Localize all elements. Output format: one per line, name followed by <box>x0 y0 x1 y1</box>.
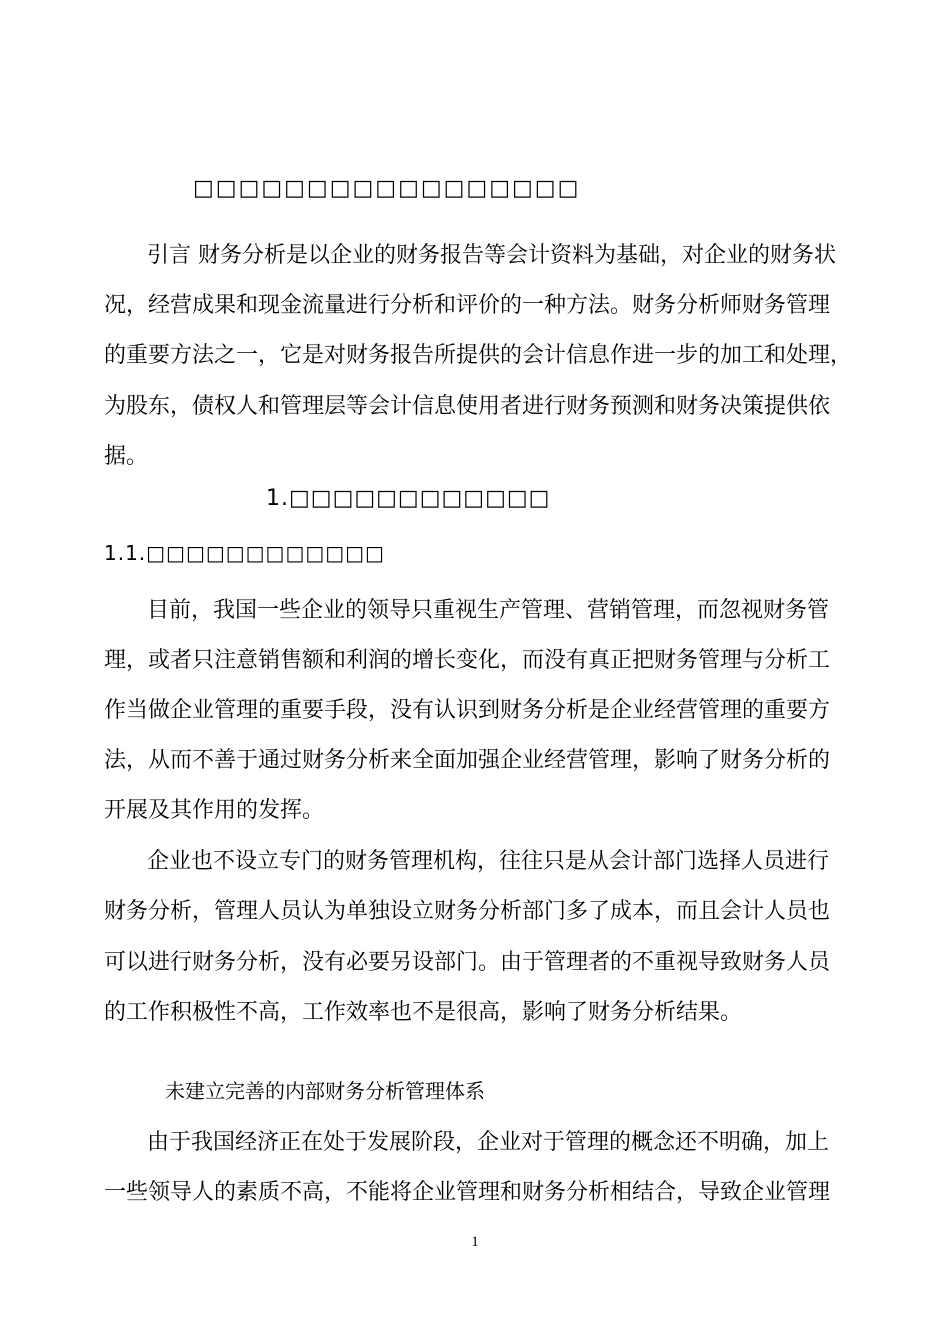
paragraph1-line-1: 目前，我国一些企业的领导只重视生产管理、营销管理，而忽视财务管 <box>147 598 830 623</box>
paragraph2-line-1: 企业也不设立专门的财务管理机构，往往只是从会计部门选择人员进行 <box>147 849 830 874</box>
paragraph1-line-4: 法，从而不善于通过财务分析来全面加强企业经营管理，影响了财务分析的 <box>104 748 831 773</box>
paragraph3-line-1: 由于我国经济正在处于发展阶段，企业对于管理的概念还不明确，加上 <box>147 1130 830 1155</box>
paragraph2-line-2: 财务分析，管理人员认为单独设立财务分析部门多了成本，而且会计人员也 <box>104 899 831 924</box>
intro-line-4: 为股东，债权人和管理层等会计信息使用者进行财务预测和财务决策提供依 <box>104 394 831 419</box>
section-heading-1-1: 1.1.□□□□□□□□□□□□ <box>104 541 385 565</box>
section-heading-1: 1.□□□□□□□□□□□□ <box>266 486 551 511</box>
intro-line-1: 引言 财务分析是以企业的财务报告等会计资料为基础，对企业的财务状 <box>147 243 836 268</box>
paragraph1-line-3: 作当做企业管理的重要手段，没有认识到财务分析是企业经营管理的重要方 <box>104 698 831 723</box>
paragraph1-line-5: 开展及其作用的发挥。 <box>104 798 325 823</box>
paragraph2-line-4: 的工作积极性不高，工作效率也不是很高，影响了财务分析结果。 <box>104 1000 743 1025</box>
intro-line-5: 据。 <box>104 444 149 469</box>
subheading: 未建立完善的内部财务分析管理体系 <box>165 1079 485 1103</box>
intro-line-3: 的重要方法之一，它是对财务报告所提供的会计信息作进一步的加工和处理， <box>104 343 853 368</box>
paragraph2-line-3: 可以进行财务分析，没有必要另设部门。由于管理者的不重视导致财务人员 <box>104 950 831 975</box>
intro-line-2: 况，经营成果和现金流量进行分析和评价的一种方法。财务分析师财务管理 <box>104 293 831 318</box>
page-number: 1 <box>471 1234 479 1250</box>
paragraph3-line-2: 一些领导人的素质不高，不能将企业管理和财务分析相结合，导致企业管理 <box>104 1180 831 1205</box>
document-title: □□□□□□□□□□□□□□□□□ <box>193 176 581 201</box>
paragraph1-line-2: 理，或者只注意销售额和利润的增长变化，而没有真正把财务管理与分析工 <box>104 648 831 673</box>
